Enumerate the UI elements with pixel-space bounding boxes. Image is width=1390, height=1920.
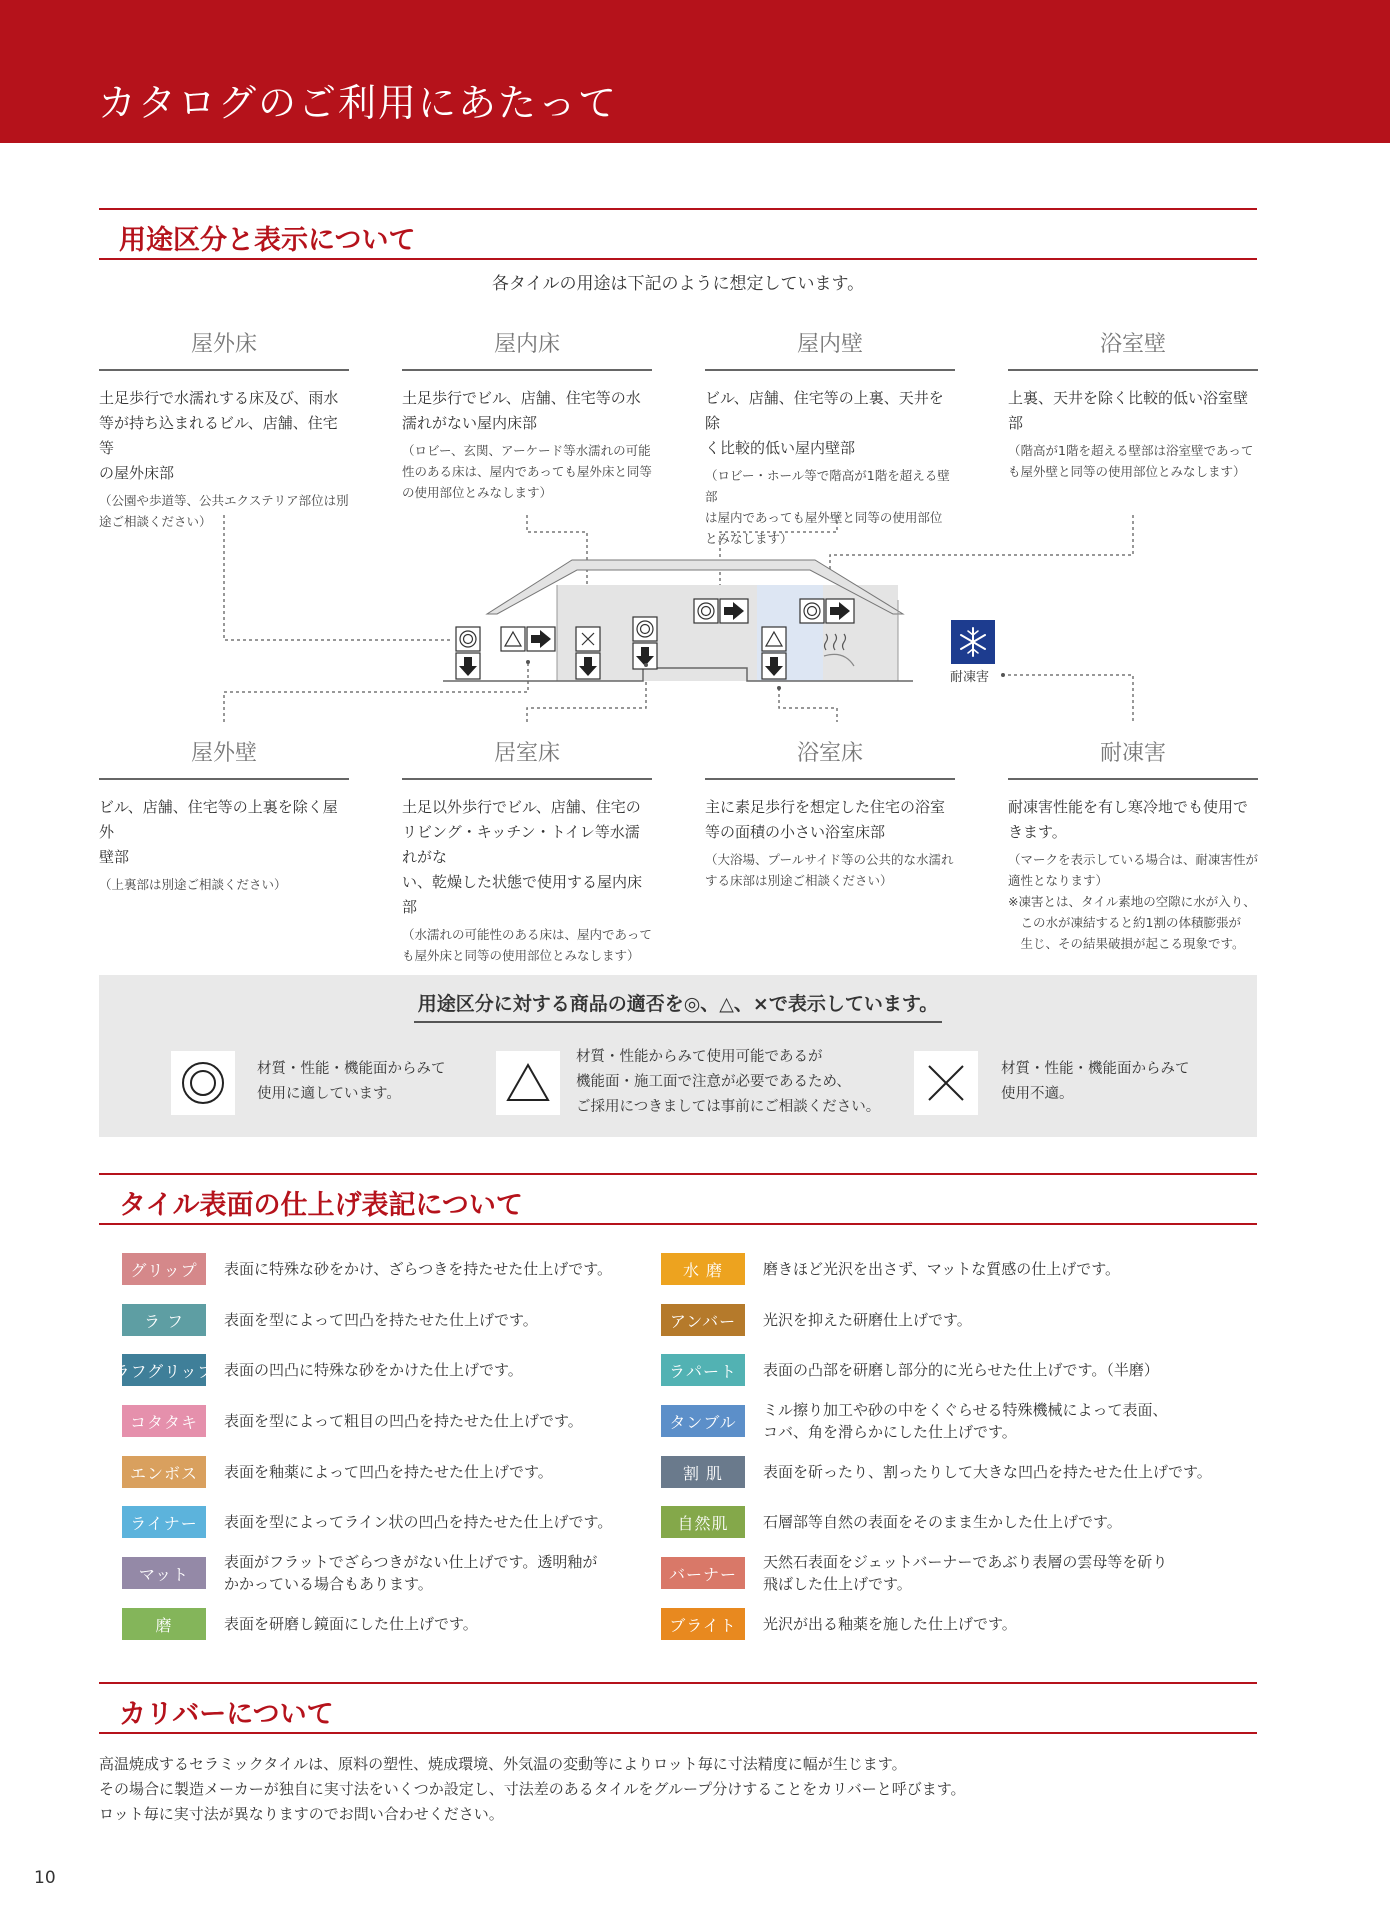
main-line: リビング・キッチン・トイレ等水濡れがな: [402, 823, 640, 866]
column-indoor-floor: [402, 327, 652, 503]
snowflake-icon: [951, 620, 995, 664]
column-outdoor-floor: [99, 327, 349, 532]
finish-description-line: かかっている場合もあります。: [224, 1575, 433, 1593]
caliber-text: [99, 1752, 966, 1827]
sub-line: 途ご相談ください）: [99, 514, 212, 529]
column-outdoor-wall: [99, 736, 349, 895]
main-line: 土足歩行で水濡れする床及び、雨水: [99, 389, 339, 407]
finish-description: [763, 1613, 1017, 1635]
finish-description: [763, 1258, 1120, 1280]
finish-row: [661, 1553, 1221, 1593]
usage-mark-icons: [456, 599, 854, 679]
finish-row: [661, 1506, 1221, 1540]
legend-line: 使用に適しています。: [257, 1086, 401, 1102]
legend-line: 材質・性能・機能面からみて: [1001, 1061, 1190, 1077]
legend-line: 機能面・施工面で注意が必要であるため、: [576, 1074, 851, 1090]
cross-icon: [914, 1051, 978, 1115]
column-title: 居室床: [402, 736, 652, 780]
finish-description-line: 表面を型によってライン状の凹凸を持たせた仕上げです。: [224, 1513, 613, 1531]
main-line: ビル、店舗、住宅等の上裏、天井を除: [705, 389, 944, 432]
finish-description-line: 表面を釉薬によって凹凸を持たせた仕上げです。: [224, 1463, 553, 1481]
finish-description-line: 表面を型によって粗目の凹凸を持たせた仕上げです。: [224, 1412, 583, 1430]
finish-row: [113, 1354, 682, 1388]
sub-line: 適性となります）: [1008, 873, 1109, 888]
finish-description: [224, 1258, 612, 1280]
column-bathroom-floor: [705, 736, 955, 891]
main-line: 等の面積の小さい浴室床部: [705, 823, 886, 841]
sub-line: の使用部位とみなします）: [402, 485, 553, 500]
finish-row: [122, 1253, 682, 1287]
finish-badge: コタタキ: [122, 1405, 206, 1437]
finish-badge: ラパート: [661, 1354, 745, 1386]
caliber-line: 高温焼成するセラミックタイルは、原料の塑性、焼成環境、外気温の変動等によりロット毎に寸法精度に幅が生じます。: [99, 1755, 907, 1773]
connector-lines: [224, 515, 1133, 722]
finish-badge: ラ フ: [122, 1304, 206, 1336]
double-circle-icon: [171, 1051, 235, 1115]
finish-row: [661, 1401, 1221, 1441]
finish-heading-text: タイル表面の仕上げ表記について: [119, 1190, 523, 1221]
building-shape: [443, 560, 913, 681]
finish-row: [122, 1405, 682, 1439]
main-line: の屋外床部: [99, 464, 175, 482]
column-title: 耐凍害: [1008, 736, 1258, 780]
sub-line: （水濡れの可能性のある床は、屋内であって: [402, 927, 652, 942]
finish-description-line: 石層部等自然の表面をそのまま生かした仕上げです。: [763, 1513, 1122, 1531]
finish-badge: マット: [122, 1557, 206, 1589]
sub-line: も屋外床と同等の使用部位とみなします）: [402, 948, 640, 963]
finish-row: [661, 1608, 1221, 1642]
finish-row: [661, 1253, 1221, 1287]
finish-badge: エンボス: [122, 1456, 206, 1488]
column-title: 浴室床: [705, 736, 955, 780]
sub-line: 生じ、その結果破損が起こる現象です。: [1008, 936, 1245, 951]
sub-line: 性のある床は、屋内であっても屋外床と同等: [402, 464, 652, 479]
sub-line: ※凍害とは、タイル素地の空隙に水が入り、: [1008, 894, 1256, 909]
caliber-section-heading: [99, 1682, 1257, 1734]
column-title: 屋外壁: [99, 736, 349, 780]
finish-badge: ライナー: [122, 1506, 206, 1538]
legend-caption-text: 用途区分に対する商品の適否を◎、△、×で表示しています。: [414, 993, 943, 1023]
finish-description: [763, 1359, 1159, 1381]
column-title: 屋外床: [99, 327, 349, 371]
legend-text-unsuitable: [1001, 1057, 1190, 1107]
triangle-icon: [496, 1051, 560, 1115]
finish-badge: ブライト: [661, 1608, 745, 1640]
finish-description-line: 表面の凸部を研磨し部分的に光らせた仕上げです。（半磨）: [763, 1361, 1159, 1379]
sub-line: も屋外壁と同等の使用部位とみなします）: [1008, 464, 1246, 479]
finish-description-line: 天然石表面をジェットバーナーであぶり表層の雲母等を斫り: [763, 1553, 1168, 1571]
finish-description-line: 磨きほど光沢を出さず、マットな質感の仕上げです。: [763, 1260, 1121, 1278]
finish-row: [122, 1608, 682, 1642]
finish-description: [224, 1551, 597, 1595]
column-living-floor: [402, 736, 652, 966]
finish-description-line: 表面がフラットでざらつきがない仕上げです。透明釉が: [224, 1553, 598, 1571]
finish-description: [224, 1410, 583, 1432]
main-line: く比較的低い屋内壁部: [705, 439, 856, 457]
finish-description-line: 表面を型によって凹凸を持たせた仕上げです。: [224, 1311, 538, 1329]
column-title: 屋内床: [402, 327, 652, 371]
finish-description: [224, 1461, 553, 1483]
finish-description: [763, 1551, 1167, 1595]
finish-description-line: 光沢が出る釉薬を施した仕上げです。: [763, 1615, 1017, 1633]
steam-icon: [824, 634, 854, 666]
sub-line: は屋内であっても屋外壁と同等の使用部位: [705, 510, 943, 525]
sub-line: （ロビー・ホール等で階高が1階を超える壁部: [705, 468, 950, 504]
finish-badge: 割 肌: [661, 1456, 745, 1488]
usage-section-heading: [99, 208, 1257, 260]
finish-row: [122, 1553, 682, 1593]
sub-line: （公園や歩道等、公共エクステリア部位は別: [99, 493, 349, 508]
legend-caption: [99, 989, 1257, 1016]
legend-line: 材質・性能・機能面からみて: [257, 1061, 446, 1077]
legend-text-caution: [576, 1045, 880, 1120]
usage-heading-text: 用途区分と表示について: [119, 225, 416, 256]
finish-description: [224, 1359, 523, 1381]
finish-description-line: 表面の凹凸に特殊な砂をかけた仕上げです。: [224, 1361, 523, 1379]
column-frost-resistance: [1008, 736, 1258, 954]
sub-line: この水が凍結すると約1割の体積膨張が: [1008, 915, 1241, 930]
finish-badge: 磨: [122, 1608, 206, 1640]
column-title: 屋内壁: [705, 327, 955, 371]
finish-row: [122, 1304, 682, 1338]
finish-badge: ラフグリップ: [122, 1354, 206, 1386]
finish-description-line: 表面を斫ったり、割ったりして大きな凹凸を持たせた仕上げです。: [763, 1463, 1212, 1481]
finish-row: [661, 1456, 1221, 1490]
column-indoor-wall: [705, 327, 955, 549]
main-line: 等が持ち込まれるビル、店舗、住宅等: [99, 414, 338, 457]
legend-line: ご採用につきましては事前にご相談ください。: [576, 1099, 881, 1115]
sub-line: （大浴場、プールサイド等の公共的な水濡れ: [705, 852, 954, 867]
main-line: 主に素足歩行を想定した住宅の浴室: [705, 798, 946, 816]
page-title: カタログのご利用にあたって: [98, 81, 619, 125]
sub-line: （上裏部は別途ご相談ください）: [99, 877, 287, 892]
finish-description: [224, 1309, 538, 1331]
usage-subtitle: 各タイルの用途は下記のように想定しています。: [491, 274, 865, 294]
sub-line: とみなします）: [705, 531, 793, 546]
main-line: 土足歩行でビル、店舗、住宅等の水: [402, 389, 641, 407]
finish-description: [763, 1309, 972, 1331]
sub-line: （ロビー、玄関、アーケード等水濡れの可能: [402, 443, 651, 458]
sub-line: する床部は別途ご相談ください）: [705, 873, 893, 888]
caliber-line: ロット毎に実寸法が異なりますのでお問い合わせください。: [99, 1805, 504, 1823]
finish-description: [763, 1399, 1168, 1443]
finish-description: [763, 1511, 1122, 1533]
finish-badge: 自然肌: [661, 1506, 745, 1538]
finish-description-line: 光沢を抑えた研磨仕上げです。: [763, 1311, 972, 1329]
legend-text-suitable: [257, 1057, 446, 1107]
finish-badge: バーナー: [661, 1557, 745, 1589]
sub-line: （階高が1階を超える壁部は浴室壁であって: [1008, 443, 1254, 458]
finish-description-line: 表面に特殊な砂をかけ、ざらつきを持たせた仕上げです。: [224, 1260, 613, 1278]
suitability-legend: [99, 975, 1257, 1137]
page-number: 10: [34, 1868, 56, 1888]
main-line: い、乾燥した状態で使用する屋内床部: [402, 873, 643, 916]
finish-section-heading: [99, 1173, 1257, 1225]
column-title: 浴室壁: [1008, 327, 1258, 371]
legend-line: 使用不適。: [1001, 1086, 1074, 1102]
caliber-heading-text: カリバーについて: [119, 1699, 334, 1730]
header-bar: [0, 0, 1390, 143]
finish-description-line: ミル擦り加工や砂の中をくぐらせる特殊機械によって表面、: [763, 1401, 1168, 1419]
legend-line: 材質・性能からみて使用可能であるが: [576, 1049, 823, 1065]
finish-badge: 水 磨: [661, 1253, 745, 1285]
finish-row: [661, 1304, 1221, 1338]
finish-row: [122, 1506, 682, 1540]
column-bathroom-wall: [1008, 327, 1258, 482]
frost-label: 耐凍害: [950, 670, 990, 685]
finish-description-line: 表面を研磨し鏡面にした仕上げです。: [224, 1615, 478, 1633]
finish-description-line: コバ、角を滑らかにした仕上げです。: [763, 1423, 1017, 1441]
caliber-line: その場合に製造メーカーが独自に実寸法をいくつか設定し、寸法差のあるタイルをグループ分けすることをカリバーと呼びます。: [99, 1780, 966, 1798]
finish-description: [763, 1461, 1212, 1483]
finish-row: [122, 1456, 682, 1490]
main-line: ビル、店舗、住宅等の上裏を除く屋外: [99, 798, 338, 841]
main-line: 壁部: [99, 848, 130, 866]
sub-line: （マークを表示している場合は、耐凍害性が: [1008, 852, 1259, 867]
finish-description-line: 飛ばした仕上げです。: [763, 1575, 912, 1593]
finish-description: [224, 1613, 478, 1635]
main-line: 上裏、天井を除く比較的低い浴室壁部: [1008, 389, 1249, 432]
finish-description: [224, 1511, 612, 1533]
finish-row: [661, 1354, 1221, 1388]
main-line: 耐凍害性能を有し寒冷地でも使用で: [1008, 798, 1249, 816]
finish-badge: グリップ: [122, 1253, 206, 1285]
main-line: 土足以外歩行でビル、店舗、住宅の: [402, 798, 641, 816]
finish-badge: タンブル: [661, 1405, 745, 1437]
finish-badge: アンバー: [661, 1304, 745, 1336]
main-line: きます。: [1008, 823, 1067, 841]
main-line: 濡れがない屋内床部: [402, 414, 538, 432]
